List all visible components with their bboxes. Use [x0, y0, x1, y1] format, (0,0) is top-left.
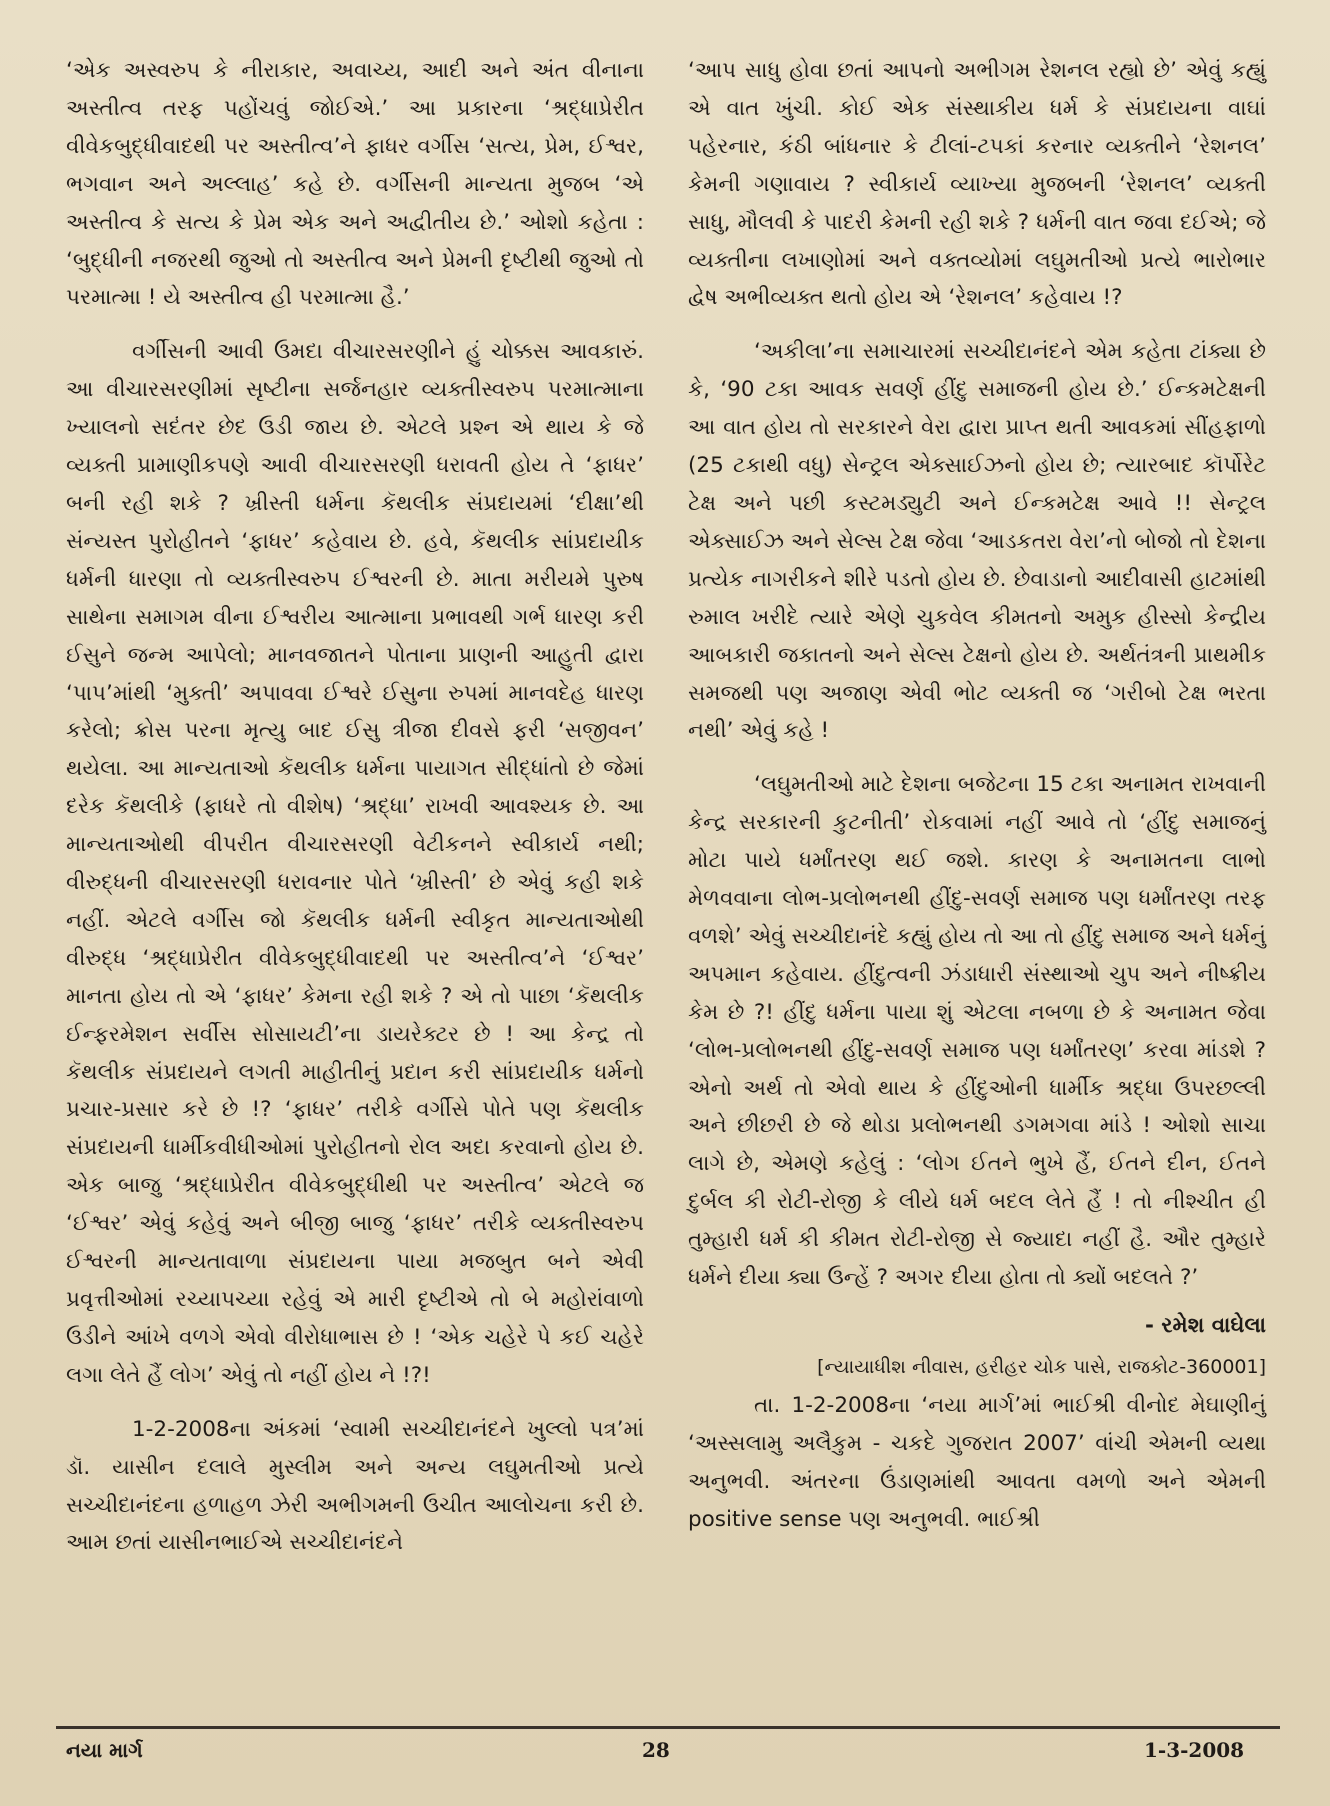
author-address: [ન્યાયાધીશ નીવાસ, હરીહર ચોક પાસે, રાજકોટ-360001] — [817, 1355, 1266, 1378]
paragraph: ‘એક અસ્વરુપ કે નીરાકાર, અવાચ્ય, આદી અને અંત વીનાના અસ્તીત્વ તરફ પહોંચવું જોઈએ.’ આ પ્રકારના ‘શ્રદ્ધાપ્રેરીત વીવેકબુદ્ધીવાદથી પર અસ્તીત્વ’ને ફાધર વર્ગીસ ‘સત્ય, પ્રેમ, ઈશ્વર, ભગવાન અને અલ્લાહ’ કહે છે. વર્ગીસની માન્યતા મુજબ ‘એ અસ્તીત્વ કે સત્ય કે પ્રેમ એક અને અદ્વીતીય છે.’ ઓશો કહેતા : ‘બુદ્ધીની નજરથી જુઓ તો અસ્તીત્વ અને પ્રેમની દૃષ્ટીથી જુઓ તો પરમાત્મા ! યે અસ્તીત્વ હી પરમાત્મા હૈ.’ — [66, 58, 644, 311]
left-column — [66, 52, 644, 1562]
paragraph: ‘લઘુમતીઓ માટે દેશના બજેટના 15 ટકા અનામત રાખવાની કેન્દ્ર સરકારની કુટનીતી’ રોકવામાં નહીં આવે તો ‘હીંદુ સમાજનું મોટા પાયે ધર્માંતરણ થઈ જશે. કારણ કે અનામતના લાભો મેળવવાના લોભ-પ્રલોભનથી હીંદુ-સવર્ણ સમાજ પણ ધર્માંતરણ તરફ વળશે’ એવું સચ્ચીદાનંદે કહ્યું હોય તો આ તો હીંદુ સમાજ અને ધર્મનું અપમાન કહેવાય. હીંદુત્વની ઝંડાધારી સંસ્થાઓ ચુપ અને નીષ્ક્રીય કેમ છે ?! હીંદુ ધર્મના પાયા શું એટલા નબળા છે કે અનામત જેવા ‘લોભ-પ્રલોભનથી હીંદુ-સવર્ણ સમાજ પણ ધર્માંતરણ’ કરવા માંડશે ? એનો અર્થ તો એવો થાય કે હીંદુઓની ધાર્મીક શ્રદ્ધા ઉપરછલ્લી અને છીછરી છે જે થોડા પ્રલોભનથી ડગમગવા માંડે ! ઓશો સાચા લાગે છે, એમણે કહેલું : ‘લોગ ઈતને ભુખે હૈં, ઈતને દીન, ઈતને દુર્બલ કી રોટી-રોજી કે લીયે ધર્મ બદલ લેતે હૈં ! તો નીશ્ચીત હી તુમ્હારી ધર્મ કી કીમત રોટી-રોજી સે જ્યાદા નહીં હૈ. ઔર તુમ્હારે ધર્મને દીયા ક્યા ઉન્હેં ? અગર દીયા હોતા તો ક્યોં બદલતે ?’ — [688, 772, 1266, 1291]
footer-divider — [56, 1726, 1280, 1729]
paragraph: તા. 1-2-2008ના ‘નયા માર્ગ’માં ભાઈશ્રી વીનોદ મેઘાણીનું ‘અસ્સલામુ અલૈકુમ - ચકદે ગુજરાત 2007’ વાંચી એમની વ્યથા અનુભવી. અંતરના ઉંડાણમાંથી આવતા વમળો અને એમની positive sense પણ અનુભવી. ભાઈશ્રી — [688, 1392, 1266, 1532]
footer-page-number: 28 — [642, 1738, 670, 1762]
paragraph: વર્ગીસની આવી ઉમદા વીચારસરણીને હું ચોક્કસ આવકારું. આ વીચારસરણીમાં સૃષ્ટીના સર્જનહાર વ્યક્તીસ્વરુપ પરમાત્માના ખ્યાલનો સદંતર છેદ ઉડી જાય છે. એટલે પ્રશ્ન એ થાય કે જે વ્યક્તી પ્રામાણીકપણે આવી વીચારસરણી ધરાવતી હોય તે ‘ફાધર’ બની રહી શકે ? ખ્રીસ્તી ધર્મના કૅથલીક સંપ્રદાયમાં ‘દીક્ષા’થી સંન્યસ્ત પુરોહીતને ‘ફાધર’ કહેવાય છે. હવે, કૅથલીક સાંપ્રદાયીક ધર્મની ધારણા તો વ્યક્તીસ્વરુપ ઈશ્વરની છે. માતા મરીયમે પુરુષ સાથેના સમાગમ વીના ઈશ્વરીય આત્માના પ્રભાવથી ગર્ભ ધારણ કરી ઈસુને જન્મ આપેલો; માનવજાતને પોતાના પ્રાણની આહુતી દ્વારા ‘પાપ’માંથી ‘મુક્તી’ અપાવવા ઈશ્વરે ઈસુના રુપમાં માનવદેહ ધારણ કરેલો; ક્રોસ પરના મૃત્યુ બાદ ઈસુ ત્રીજા દીવસે ફરી ‘સજીવન’ થયેલા. આ માન્યતાઓ કૅથલીક ધર્મના પાયાગત સીદ્ધાંતો છે જેમાં દરેક કૅથલીકે (ફાધરે તો વીશેષ) ‘શ્રદ્ધા’ રાખવી આવશ્યક છે. આ માન્યતાઓથી વીપરીત વીચારસરણી વેટીકનને સ્વીકાર્ય નથી; વીરુદ્ધની વીચારસરણી ધરાવનાર પોતે ‘ખ્રીસ્તી’ છે એવું કહી શકે નહીં. એટલે વર્ગીસ જો કૅથલીક ધર્મની સ્વીકૃત માન્યતાઓથી વીરુદ્ધ ‘શ્રદ્ધાપ્રેરીત વીવેકબુદ્ધીવાદથી પર અસ્તીત્વ’ને ‘ઈશ્વર’ માનતા હોય તો એ ‘ફાધર’ કેમના રહી શકે ? એ તો પાછા ‘કૅથલીક ઈન્ફરમેશન સર્વીસ સોસાયટી’ના ડાયરેક્ટર છે ! આ કેન્દ્ર તો કૅથલીક સંપ્રદાયને લગતી માહીતીનું પ્રદાન કરી સાંપ્રદાયીક ધર્મનો પ્રચાર-પ્રસાર કરે છે !? ‘ફાધર’ તરીકે વર્ગીસે પોતે પણ કૅથલીક સંપ્રદાયની ધાર્મીકવીધીઓમાં પુરોહીતનો રોલ અદા કરવાનો હોય છે. એક બાજુ ‘શ્રદ્ધાપ્રેરીત વીવેકબુદ્ધીથી પર અસ્તીત્વ’ એટલે જ ‘ઈશ્વર’ એવું કહેવું અને બીજી બાજુ ‘ફાધર’ તરીકે વ્યક્તીસ્વરુપ ઈશ્વરની માન્યતાવાળા સંપ્રદાયના પાયા મજબુત બને એવી પ્રવૃત્તીઓમાં રચ્યાપચ્યા રહેવું એ મારી દૃષ્ટીએ તો બે મહોરાંવાળો ઉડીને આંખે વળગે એવો વીરોધાભાસ છે ! ‘એક ચહેરે પે કઈ ચહેરે લગા લેતે હૈં લોગ’ એવું તો નહીં હોય ને !?! — [66, 339, 644, 1388]
paragraph: ‘અકીલા’ના સમાચારમાં સચ્ચીદાનંદને એમ કહેતા ટાંક્યા છે કે, ‘90 ટકા આવક સવર્ણ હીંદુ સમાજની હોય છે.’ ઈન્કમટેક્ષની આ વાત હોય તો સરકારને વેરા દ્વારા પ્રાપ્ત થતી આવકમાં સીંહફાળો (25 ટકાથી વધુ) સેન્ટ્રલ એક્સાઈઝનો હોય છે; ત્યારબાદ કૉર્પોરેટ ટેક્ષ અને પછી કસ્ટમડ્યુટી અને ઈન્કમટેક્ષ આવે !! સેન્ટ્રલ એક્સાઈઝ અને સેલ્સ ટેક્ષ જેવા ‘આડકતરા વેરા’નો બોજો તો દેશના પ્રત્યેક નાગરીકને શીરે પડતો હોય છે. છેવાડાનો આદીવાસી હાટમાંથી રુમાલ ખરીદે ત્યારે એણે ચુકવેલ કીમતનો અમુક હીસ્સો કેન્દ્રીય આબકારી જકાતનો અને સેલ્સ ટેક્ષનો હોય છે. અર્થતંત્રની પ્રાથમીક સમજથી પણ અજાણ એવી ભોટ વ્યક્તી જ ‘ગરીબો ટેક્ષ ભરતા નથી’ એવું કહે ! — [688, 339, 1266, 744]
paragraph: ‘આપ સાધુ હોવા છતાં આપનો અભીગમ રેશનલ રહ્યો છે’ એવું કહ્યું એ વાત ખુંચી. કોઈ એક સંસ્થાકીય ધર્મ કે સંપ્રદાયના વાઘાં પહેરનાર, કંઠી બાંધનાર કે ટીલાં-ટપકાં કરનાર વ્યક્તીને ‘રેશનલ’ કેમની ગણાવાય ? સ્વીકાર્ય વ્યાખ્યા મુજબની ‘રેશનલ’ વ્યક્તી સાધુ, મૌલવી કે પાદરી કેમની રહી શકે ? ધર્મની વાત જવા દઈએ; જે વ્યક્તીના લખાણોમાં અને વક્તવ્યોમાં લઘુમતીઓ પ્રત્યે ભારોભાર દ્વેષ અભીવ્યક્ત થતો હોય એ ‘રેશનલ’ કહેવાય !? — [688, 58, 1266, 311]
right-column — [688, 52, 1266, 1538]
paragraph: 1-2-2008ના અંકમાં ‘સ્વામી સચ્ચીદાનંદને ખુલ્લો પત્ર’માં ડૉ. યાસીન દલાલે મુસ્લીમ અને અન્ય લઘુમતીઓ પ્રત્યે સચ્ચીદાનંદના હળાહળ ઝેરી અભીગમની ઉચીત આલોચના કરી છે. આમ છતાં યાસીનભાઈએ સચ્ચીદાનંદને — [66, 1416, 644, 1556]
author-signature: - રમેશ વાઘેલા — [1145, 1313, 1266, 1338]
footer-magazine-name: નયા માર્ગ — [66, 1738, 143, 1762]
footer-date: 1-3-2008 — [1144, 1738, 1245, 1762]
